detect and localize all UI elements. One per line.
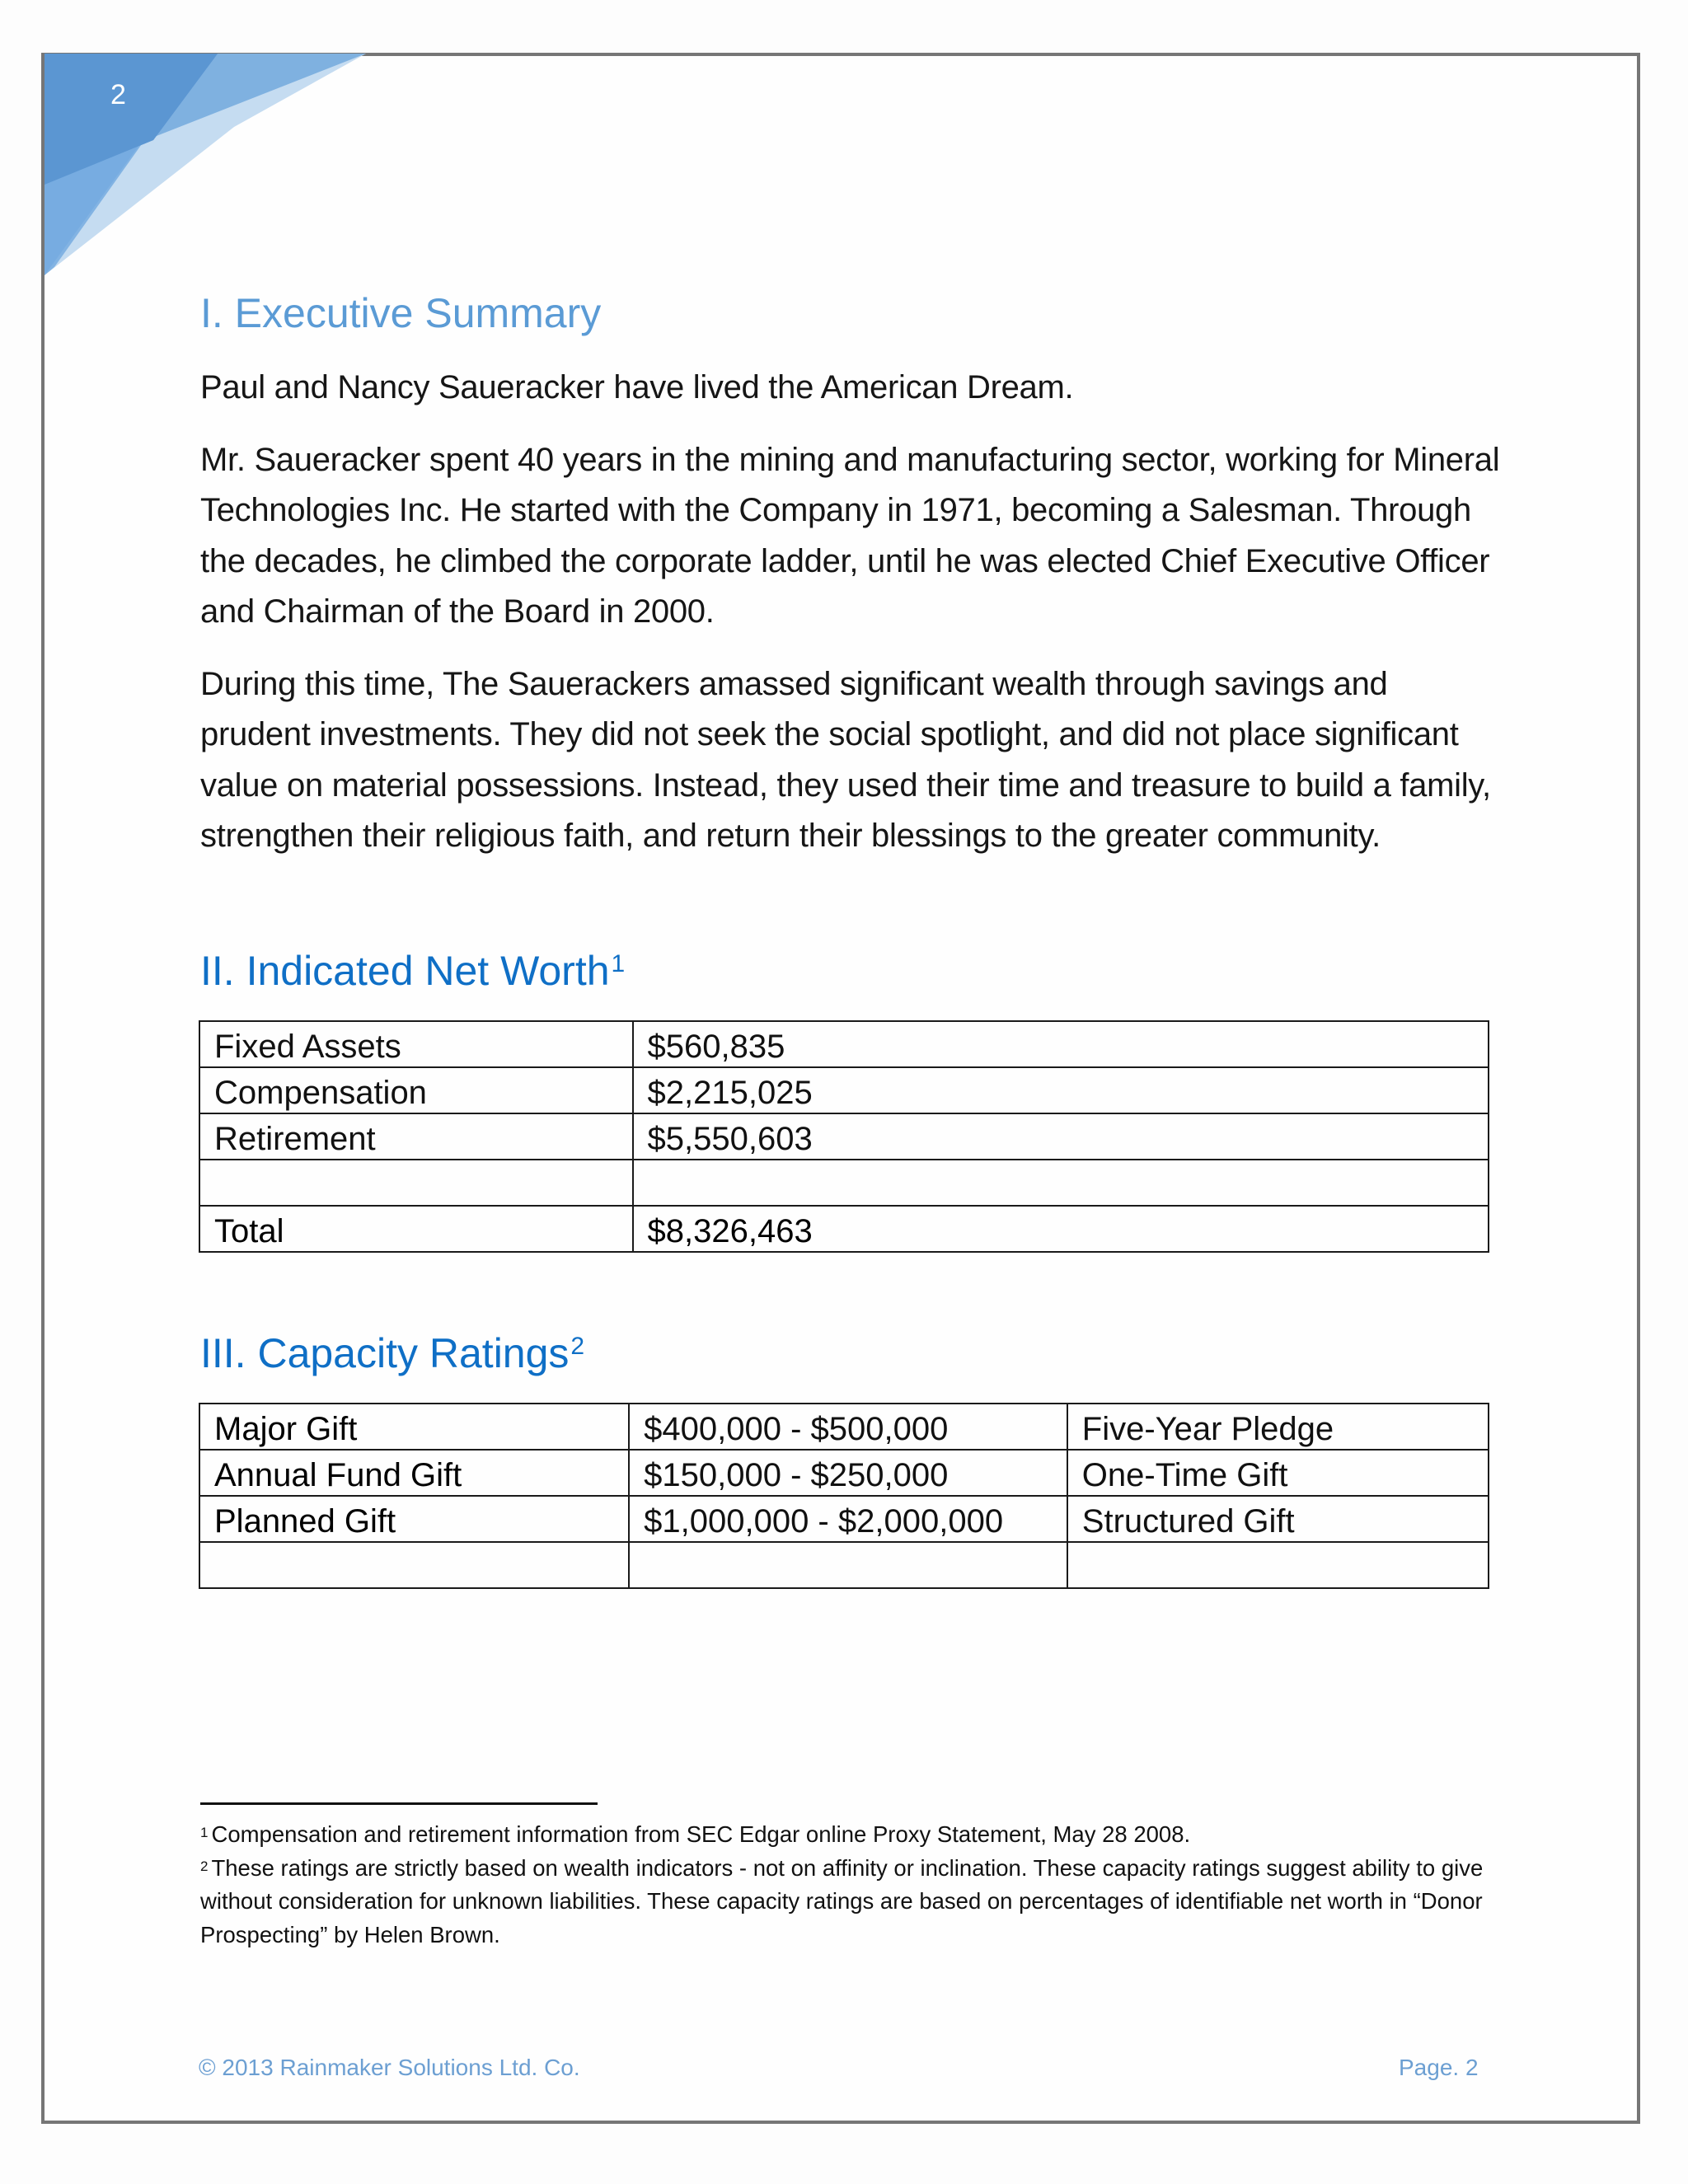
row-label: Compensation [199,1067,633,1113]
net-worth-table [199,1020,1489,1253]
paragraph: During this time, The Sauerackers amassed significant wealth through savings and prudent investments. They did not seek the social spotlight, and did not place significant value on material possessions. Instead, they used their time and treasure to build a family, strengthen their religious faith, and return their blessings to the greater community. [200,665,1491,854]
footnotes [200,1818,1503,1952]
heading-capacity-ratings [200,1329,584,1378]
heading-text: III. Capacity Ratings [200,1330,570,1376]
gift-structure: Five-Year Pledge [1067,1404,1489,1450]
page-number-badge: 2 [110,79,126,110]
heading-executive-summary: I. Executive Summary [200,290,602,336]
gift-type: Major Gift [199,1404,629,1450]
row-value: $5,550,603 [633,1113,1489,1160]
gift-type: Annual Fund Gift [199,1450,629,1496]
footnote-ref[interactable]: 1 [611,950,626,977]
footnote-ref[interactable]: 2 [570,1333,585,1360]
table-row-total [199,1206,1489,1252]
heading-text: II. Indicated Net Worth [200,948,610,994]
gift-type [199,1542,629,1588]
row-label [199,1160,633,1206]
footnote-mark: 1 [200,1825,209,1840]
footer-page-label: Page. 2 [1399,2055,1479,2080]
table-row [199,1450,1489,1496]
table-row [199,1113,1489,1160]
table-row [199,1067,1489,1113]
row-value: $560,835 [633,1021,1489,1067]
row-value: $2,215,025 [633,1067,1489,1113]
row-label: Total [199,1206,633,1252]
footnote-separator [200,1802,598,1805]
gift-structure: Structured Gift [1067,1496,1489,1542]
gift-type: Planned Gift [199,1496,629,1542]
table-row [199,1496,1489,1542]
heading-net-worth [200,946,625,996]
gift-structure: One-Time Gift [1067,1450,1489,1496]
footnote-mark: 2 [200,1858,209,1874]
table-row [199,1021,1489,1067]
footnote-2 [200,1852,1503,1952]
row-label: Retirement [199,1113,633,1160]
footnote-text: Compensation and retirement information from SEC Edgar online Proxy Statement, May 28 2008. [211,1821,1191,1847]
gift-range: $150,000 - $250,000 [629,1450,1067,1496]
row-label: Fixed Assets [199,1021,633,1067]
row-value [633,1160,1489,1206]
footnote-1 [200,1818,1503,1852]
paragraph: Paul and Nancy Saueracker have lived the American Dream. [200,369,1074,405]
gift-structure [1067,1542,1489,1588]
capacity-ratings-table [199,1403,1489,1589]
table-row [199,1542,1489,1588]
table-row [199,1404,1489,1450]
table-row [199,1160,1489,1206]
corner-decoration-icon [45,51,374,282]
executive-summary-body [200,363,1503,862]
gift-range: $1,000,000 - $2,000,000 [629,1496,1067,1542]
gift-range: $400,000 - $500,000 [629,1404,1067,1450]
footer-copyright: © 2013 Rainmaker Solutions Ltd. Co. [199,2055,580,2080]
row-value: $8,326,463 [633,1206,1489,1252]
footnote-text: These ratings are strictly based on wealth indicators - not on affinity or inclination. These capacity ratings suggest ability to give without consideration for unknown liabilities. These capacity ratings are based on percentages of identifiable net worth in “Donor Prospecting” by Helen Brown. [200,1854,1484,1947]
paragraph: Mr. Saueracker spent 40 years in the mining and manufacturing sector, working for Mineral Technologies Inc. He started with the Company in 1971, becoming a Salesman. Through the decades, he climbed the corporate ladder, until he was elected Chief Executive Officer and Chairman of the Board in 2000. [200,441,1500,630]
gift-range [629,1542,1067,1588]
